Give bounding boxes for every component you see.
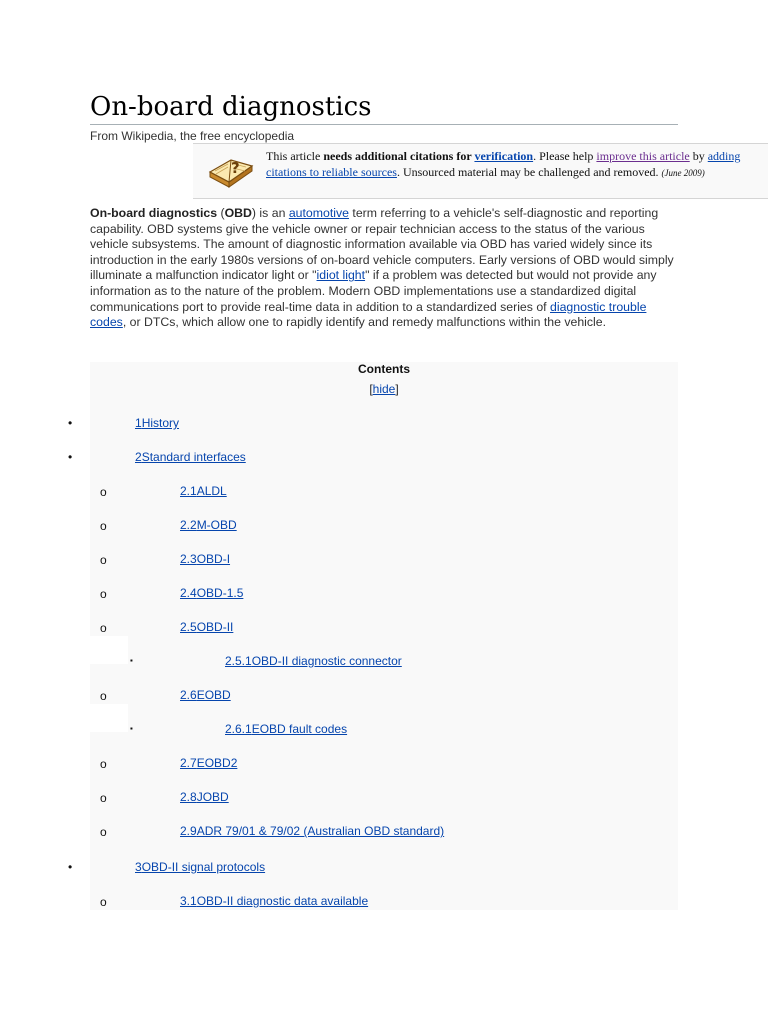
toc-bullet: ▪	[130, 656, 133, 665]
toc-bullet: o	[100, 553, 107, 567]
toc-number: 2.9	[180, 824, 197, 838]
toc-number: 2.3	[180, 552, 197, 566]
toc-link[interactable]	[180, 552, 230, 566]
toc-bullet: o	[100, 587, 107, 601]
toc-bullet: o	[100, 791, 107, 805]
idiot-light-link[interactable]: idiot light	[316, 268, 366, 283]
toc-label: OBD-II diagnostic data available	[196, 894, 369, 908]
toc-label: OBD-II	[196, 620, 234, 634]
toc-link[interactable]	[180, 824, 444, 838]
notice-date: (June 2009)	[661, 167, 705, 178]
toc-bullet: o	[100, 621, 107, 635]
toc-link[interactable]	[180, 620, 233, 634]
title-divider	[90, 124, 678, 125]
toc-link[interactable]	[135, 416, 179, 430]
toc-link[interactable]	[180, 894, 368, 908]
toc-label: History	[141, 416, 180, 430]
toc-bullet: •	[68, 450, 73, 464]
toc-number: 2.5	[180, 620, 197, 634]
adding-citations-link[interactable]: adding citations to reliable sources	[266, 149, 741, 179]
toc-number: 2	[135, 450, 142, 464]
lead-paragraph: On-board diagnostics (OBD) is an automotive term referring to a vehicle's self-diagnostic and reporting capability. OBD systems give the vehicle owner or repair technician access to the status of the various vehicle subsystems. The amount of diagnostic information available via OBD has varied widely since its introduction in the early 1980s versions of on-board vehicle computers. Early versions of OBD would simply illuminate a malfunction indicator light or "idiot light" if a problem was detected but would not provide any information as to the nature of the problem. Modern OBD implementations use a standardized digital communications port to provide real-time data in addition to a standardized series of diagnostic trouble codes, or DTCs, which allow one to rapidly identify and remedy malfunctions within the vehicle.	[90, 206, 674, 330]
toc-link[interactable]	[225, 722, 347, 736]
toc-title: Contents	[358, 362, 410, 376]
book-question-icon	[207, 152, 255, 190]
toc-bullet: o	[100, 689, 107, 703]
toc-label: ADR 79/01 & 79/02 (Australian OBD standard)	[196, 824, 445, 838]
toc-hide-toggle: [hide]	[369, 382, 399, 396]
toc-bullet: ▪	[130, 724, 133, 733]
toc-link[interactable]	[180, 484, 227, 498]
toc-link[interactable]	[135, 860, 265, 874]
toc-number: 2.8	[180, 790, 197, 804]
toc-link[interactable]	[180, 688, 231, 702]
toc-number: 1	[135, 416, 142, 430]
toc-label: EOBD fault codes	[251, 722, 348, 736]
toc-link[interactable]	[225, 654, 402, 668]
toc-label: Standard interfaces	[141, 450, 246, 464]
toc-number: 2.6	[180, 688, 197, 702]
svg-text:?: ?	[231, 159, 240, 177]
toc-bullet: •	[68, 416, 73, 430]
page-subtitle: From Wikipedia, the free encyclopedia	[90, 129, 295, 143]
toc-label: OBD-II signal protocols	[141, 860, 266, 874]
toc-label: M-OBD	[196, 518, 237, 532]
toc-bullet: •	[68, 860, 73, 874]
verification-link[interactable]: verification	[474, 149, 534, 163]
toc-number: 2.7	[180, 756, 197, 770]
toc-link[interactable]	[180, 756, 237, 770]
toc-link[interactable]	[135, 450, 246, 464]
toc-gap	[90, 636, 128, 664]
toc-label: OBD-I	[196, 552, 231, 566]
toc-gap	[90, 704, 128, 732]
toc-label: EOBD	[196, 688, 231, 702]
toc-number: 3	[135, 860, 142, 874]
toc-label: ALDL	[196, 484, 227, 498]
toc-bullet: o	[100, 895, 107, 909]
toc-bullet: o	[100, 825, 107, 839]
toc-label: OBD-II diagnostic connector	[251, 654, 402, 668]
automotive-link[interactable]: automotive	[288, 206, 349, 220]
toc-link[interactable]	[180, 518, 237, 532]
notice-text: This article needs additional citations for verification. Please help improve this article by adding citations to reliable sources. Unsourced material may be challenged and removed. (June 2009)	[266, 149, 741, 179]
toc-label: JOBD	[196, 790, 229, 804]
toc-number: 2.5.1	[225, 654, 252, 668]
toc-link[interactable]	[180, 586, 243, 600]
citation-notice	[193, 143, 768, 199]
toc-bullet: o	[100, 485, 107, 499]
toc-number: 2.1	[180, 484, 197, 498]
improve-article-link[interactable]: improve this article	[596, 149, 690, 163]
toc-bullet: o	[100, 519, 107, 533]
toc-number: 2.2	[180, 518, 197, 532]
diagnostic-trouble-codes-link[interactable]: diagnostic trouble codes	[90, 299, 647, 330]
toc-bullet: o	[100, 757, 107, 771]
toc-link[interactable]	[180, 790, 229, 804]
toc-hide-link[interactable]: hide	[372, 382, 396, 396]
toc-label: OBD-1.5	[196, 586, 244, 600]
toc-label: EOBD2	[196, 756, 238, 770]
page-title: On-board diagnostics	[90, 92, 372, 122]
toc-number: 2.4	[180, 586, 197, 600]
toc-number: 3.1	[180, 894, 197, 908]
toc-number: 2.6.1	[225, 722, 252, 736]
